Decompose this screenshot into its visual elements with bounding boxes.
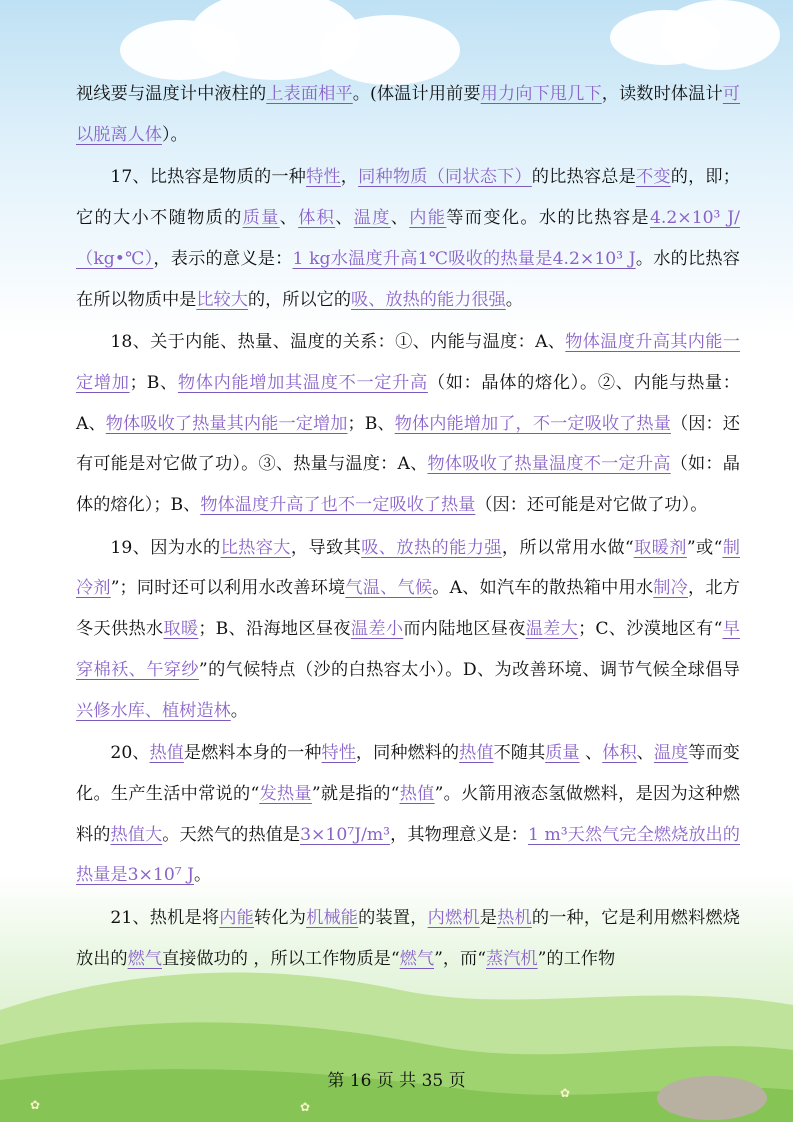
- text-run: ，: [340, 167, 359, 188]
- text-run: 、: [579, 743, 603, 764]
- answer-blank: 蒸汽机: [486, 948, 538, 969]
- text-run: 的一种，它是利用燃料燃烧放出的: [76, 908, 740, 969]
- text-run: ，导致其: [290, 537, 362, 558]
- answer-blank: 热值大: [110, 824, 163, 845]
- text-run: ，表示的意义是：: [153, 248, 293, 269]
- text-run: ；B、沿海地区昼夜: [198, 619, 351, 640]
- text-run: 、: [390, 208, 410, 229]
- answer-blank: 温度: [353, 208, 391, 229]
- text-run: 17、比热容是物质的一种: [110, 167, 307, 188]
- answer-blank: 质量: [242, 208, 280, 229]
- answer-blank: 燃气: [127, 948, 162, 969]
- text-run: ”的气候特点（沙的白热容太小）。D、为改善环境、调节气候全球倡导: [198, 659, 740, 680]
- text-run: （因：还可能是对它做了功）。: [475, 495, 708, 516]
- text-run: ”的工作物: [537, 948, 616, 969]
- answer-blank: 吸、放热的能力很强: [351, 289, 506, 310]
- text-run: 的装置，: [358, 908, 428, 929]
- text-run: 转化为: [253, 908, 307, 929]
- text-run: ”就是指的“: [311, 783, 400, 804]
- text-run: ，同种燃料的: [355, 743, 460, 764]
- answer-blank: 物体吸收了热量其内能一定增加: [105, 413, 348, 434]
- answer-blank: 1 kg水温度升高1℃吸收的热量是4.2×10³ J: [292, 248, 636, 269]
- text-run: 直接做功的 ，所以工作物质是“: [161, 948, 400, 969]
- page-footer: 第 16 页 共 35 页: [327, 1071, 466, 1091]
- text-run: 视线要与温度计中液柱的: [76, 84, 267, 104]
- text-run: （因：还有可能是对它做了功）。③、热量与温度：A、: [76, 413, 740, 475]
- answer-blank: 特性: [306, 167, 341, 188]
- answer-blank: 温度: [653, 743, 689, 764]
- answer-blank: 燃气: [399, 948, 435, 969]
- answer-blank: 比热容大: [220, 537, 291, 558]
- text-run: ”；同时还可以利用水改善环境: [110, 578, 346, 599]
- paragraph: [76, 157, 740, 320]
- flower-icon: ✿: [30, 1098, 41, 1112]
- answer-blank: 上表面相平: [266, 84, 353, 104]
- answer-blank: 物体温度升高其内能一定增加: [76, 332, 740, 393]
- text-run: （如：晶体的熔化）；B、: [76, 454, 740, 516]
- answer-blank: 物体吸收了热量温度不一定升高: [427, 454, 671, 475]
- paragraph: [76, 733, 740, 896]
- answer-blank: 特性: [321, 743, 356, 764]
- answer-blank: 不变: [635, 167, 671, 188]
- document-body: [76, 74, 740, 981]
- answer-blank: 温差大: [525, 619, 579, 640]
- answer-blank: 物体温度升高了也不一定吸收了热量: [200, 495, 476, 516]
- text-run: 。: [194, 865, 212, 886]
- answer-blank: 体积: [602, 743, 637, 764]
- flower-icon: ✿: [300, 1100, 311, 1114]
- text-run: ，北方冬天供热水: [76, 578, 740, 640]
- answer-blank: 内能: [409, 208, 447, 229]
- text-run: 等而变化。水的比热容是: [446, 208, 650, 229]
- answer-blank: 比较大: [196, 289, 248, 310]
- paragraph: [76, 898, 740, 979]
- answer-blank: 制冷剂: [76, 537, 740, 599]
- answer-blank: 早穿棉袄、午穿纱: [76, 619, 740, 680]
- answer-blank: 热值: [399, 783, 435, 804]
- text-run: 。水的比热容在所以物质中是: [76, 248, 740, 310]
- answer-blank: 发热量: [259, 783, 312, 804]
- text-run: 、: [279, 208, 299, 229]
- text-run: ，其物理意义是：: [390, 824, 528, 845]
- text-run: 。A、如汽车的散热箱中用水: [432, 578, 654, 599]
- answer-blank: 3×10⁷J/m³: [300, 824, 391, 845]
- text-run: ，读数时体温计: [601, 84, 723, 104]
- text-run: 18、关于内能、热量、温度的关系：①、内能与温度：A、: [110, 332, 566, 353]
- answer-blank: 兴修水库、植树造林: [76, 700, 231, 721]
- answer-blank: 4.2×10³ J/（kg•℃）: [76, 208, 740, 269]
- answer-blank: 内燃机: [427, 908, 480, 929]
- text-run: ；B、: [129, 372, 178, 393]
- answer-blank: 质量: [545, 743, 580, 764]
- text-run: 19、因为水的: [110, 537, 221, 558]
- text-run: 、: [636, 743, 654, 764]
- text-run: 、: [335, 208, 354, 229]
- text-run: 。(体温计用前要: [352, 84, 481, 104]
- text-run: ”或“: [686, 537, 723, 558]
- answer-blank: 内能: [219, 908, 254, 929]
- text-run: 是燃料本身的一种: [183, 743, 322, 764]
- answer-blank: 1 m³天然气完全燃烧放出的热量是3×10⁷ J: [76, 824, 740, 886]
- text-run: 的，即；它的大小不随物质的: [76, 167, 740, 229]
- text-run: 的，所以它的: [247, 289, 352, 310]
- answer-blank: 体积: [298, 208, 336, 229]
- paragraph: [76, 322, 740, 526]
- answer-blank: 用力向下甩几下: [480, 84, 602, 104]
- text-run: ”。火箭用液态氢做燃料，是因为这种燃料的: [76, 783, 740, 845]
- answer-blank: 温差小: [350, 619, 404, 640]
- text-run: 的比热容总是: [531, 167, 636, 188]
- text-run: 。天然气的热值是: [162, 824, 301, 845]
- text-run: 20、: [110, 743, 150, 764]
- answer-blank: 同种物质（同状态下）: [358, 167, 532, 188]
- paragraph: [76, 528, 740, 732]
- text-run: 等而变化。生产生活中常说的“: [76, 743, 740, 804]
- text-run: ”，而“: [434, 948, 487, 969]
- answer-blank: 热值: [149, 743, 184, 764]
- answer-blank: 机械能: [306, 908, 359, 929]
- text-run: ）。: [161, 124, 188, 145]
- answer-blank: 热值: [459, 743, 494, 764]
- answer-blank: 可以脱离人体: [76, 84, 740, 145]
- text-run: 不随其: [493, 743, 546, 764]
- answer-blank: 物体内能增加其温度不一定升高: [177, 372, 428, 393]
- answer-blank: 取暖: [163, 619, 199, 640]
- text-run: ；C、沙漠地区有“: [578, 619, 723, 640]
- flower-icon: ✿: [560, 1086, 571, 1100]
- answer-blank: 热机: [497, 908, 532, 929]
- cloud-shape: [660, 0, 780, 70]
- paragraph: [76, 74, 740, 155]
- text-run: 。: [230, 700, 248, 721]
- text-run: 。: [505, 289, 523, 310]
- text-run: ，所以常用水做“: [501, 537, 634, 558]
- text-run: （如：晶体的熔化）。②、内能与热量：A、: [76, 372, 740, 434]
- answer-blank: 制冷: [653, 578, 689, 599]
- text-run: 而内陆地区昼夜: [403, 619, 526, 640]
- answer-blank: 气温、气候: [345, 578, 433, 599]
- text-run: ；B、: [347, 413, 395, 434]
- text-run: 是: [479, 908, 498, 929]
- answer-blank: 物体内能增加了，不一定吸收了热量: [394, 413, 671, 434]
- answer-blank: 取暖剂: [633, 537, 687, 558]
- text-run: 21、热机是将: [110, 908, 220, 929]
- answer-blank: 吸、放热的能力强: [361, 537, 502, 558]
